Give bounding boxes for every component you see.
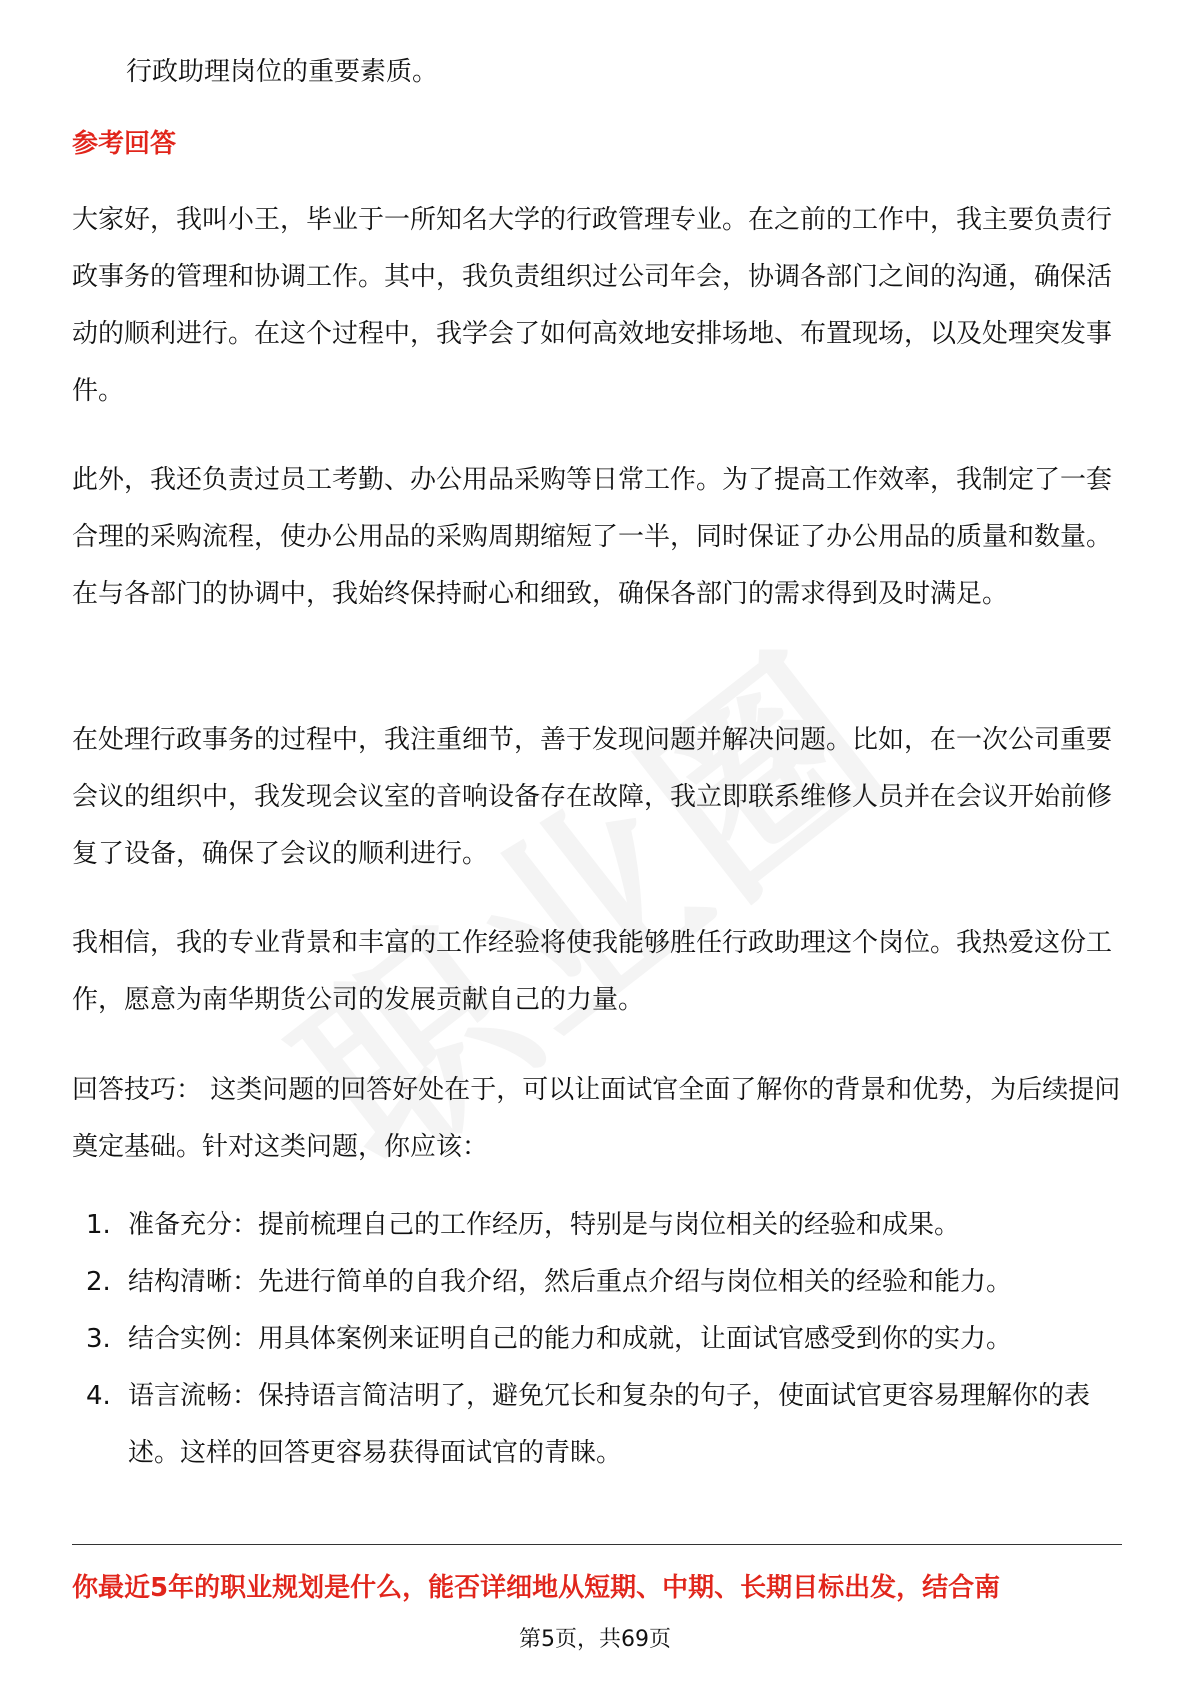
list-item-number: 3. <box>86 1324 111 1354</box>
list-item <box>72 1197 1122 1254</box>
list-item <box>72 1368 1122 1482</box>
list-item-text: 结构清晰：先进行简单的自我介绍，然后重点介绍与岗位相关的经验和能力。 <box>128 1267 1013 1297</box>
list-item-text: 语言流畅：保持语言简洁明了，避免冗长和复杂的句子，使面试官更容易理解你的表述。这样的回答更容易获得面试官的青睐。 <box>128 1381 1091 1468</box>
page-number: 第5页，共69页 <box>519 1627 671 1652</box>
section-divider <box>72 1544 1122 1545</box>
list-item-number: 1. <box>86 1210 111 1240</box>
list-item-number: 2. <box>86 1267 111 1297</box>
answer-paragraph-1: 大家好，我叫小王，毕业于一所知名大学的行政管理专业。在之前的工作中，我主要负责行政事务的管理和协调工作。其中，我负责组织过公司年会，协调各部门之间的沟通，确保活动的顺利进行。在这个过程中，我学会了如何高效地安排场地、布置现场，以及处理突发事件。 <box>72 205 1113 406</box>
answer-paragraph-3: 在处理行政事务的过程中，我注重细节，善于发现问题并解决问题。比如，在一次公司重要会议的组织中，我发现会议室的音响设备存在故障，我立即联系维修人员并在会议开始前修复了设备，确保了会议的顺利进行。 <box>72 725 1113 869</box>
tips-intro-paragraph: 回答技巧： 这类问题的回答好处在于，可以让面试官全面了解你的背景和优势，为后续提问奠定基础。针对这类问题，你应该： <box>72 1075 1121 1162</box>
answer-paragraph-4: 我相信，我的专业背景和丰富的工作经验将使我能够胜任行政助理这个岗位。我热爱这份工作，愿意为南华期货公司的发展贡献自己的力量。 <box>72 928 1113 1015</box>
list-item-text: 准备充分：提前梳理自己的工作经历，特别是与岗位相关的经验和成果。 <box>128 1210 961 1240</box>
list-item-number: 4. <box>86 1381 111 1411</box>
list-item <box>72 1254 1122 1311</box>
list-item <box>72 1311 1122 1368</box>
list-item-text: 结合实例：用具体案例来证明自己的能力和成就，让面试官感受到你的实力。 <box>128 1324 1013 1354</box>
tips-list <box>72 1197 1122 1482</box>
answer-paragraph-2: 此外，我还负责过员工考勤、办公用品采购等日常工作。为了提高工作效率，我制定了一套合理的采购流程，使办公用品的采购周期缩短了一半，同时保证了办公用品的质量和数量。在与各部门的协调中，我始终保持耐心和细致，确保各部门的需求得到及时满足。 <box>72 465 1113 609</box>
next-question-heading: 你最近5年的职业规划是什么，能否详细地从短期、中期、长期目标出发，结合南 <box>72 1573 1001 1603</box>
section-heading: 参考回答 <box>72 129 177 159</box>
previous-text-line: 行政助理岗位的重要素质。 <box>126 57 439 87</box>
